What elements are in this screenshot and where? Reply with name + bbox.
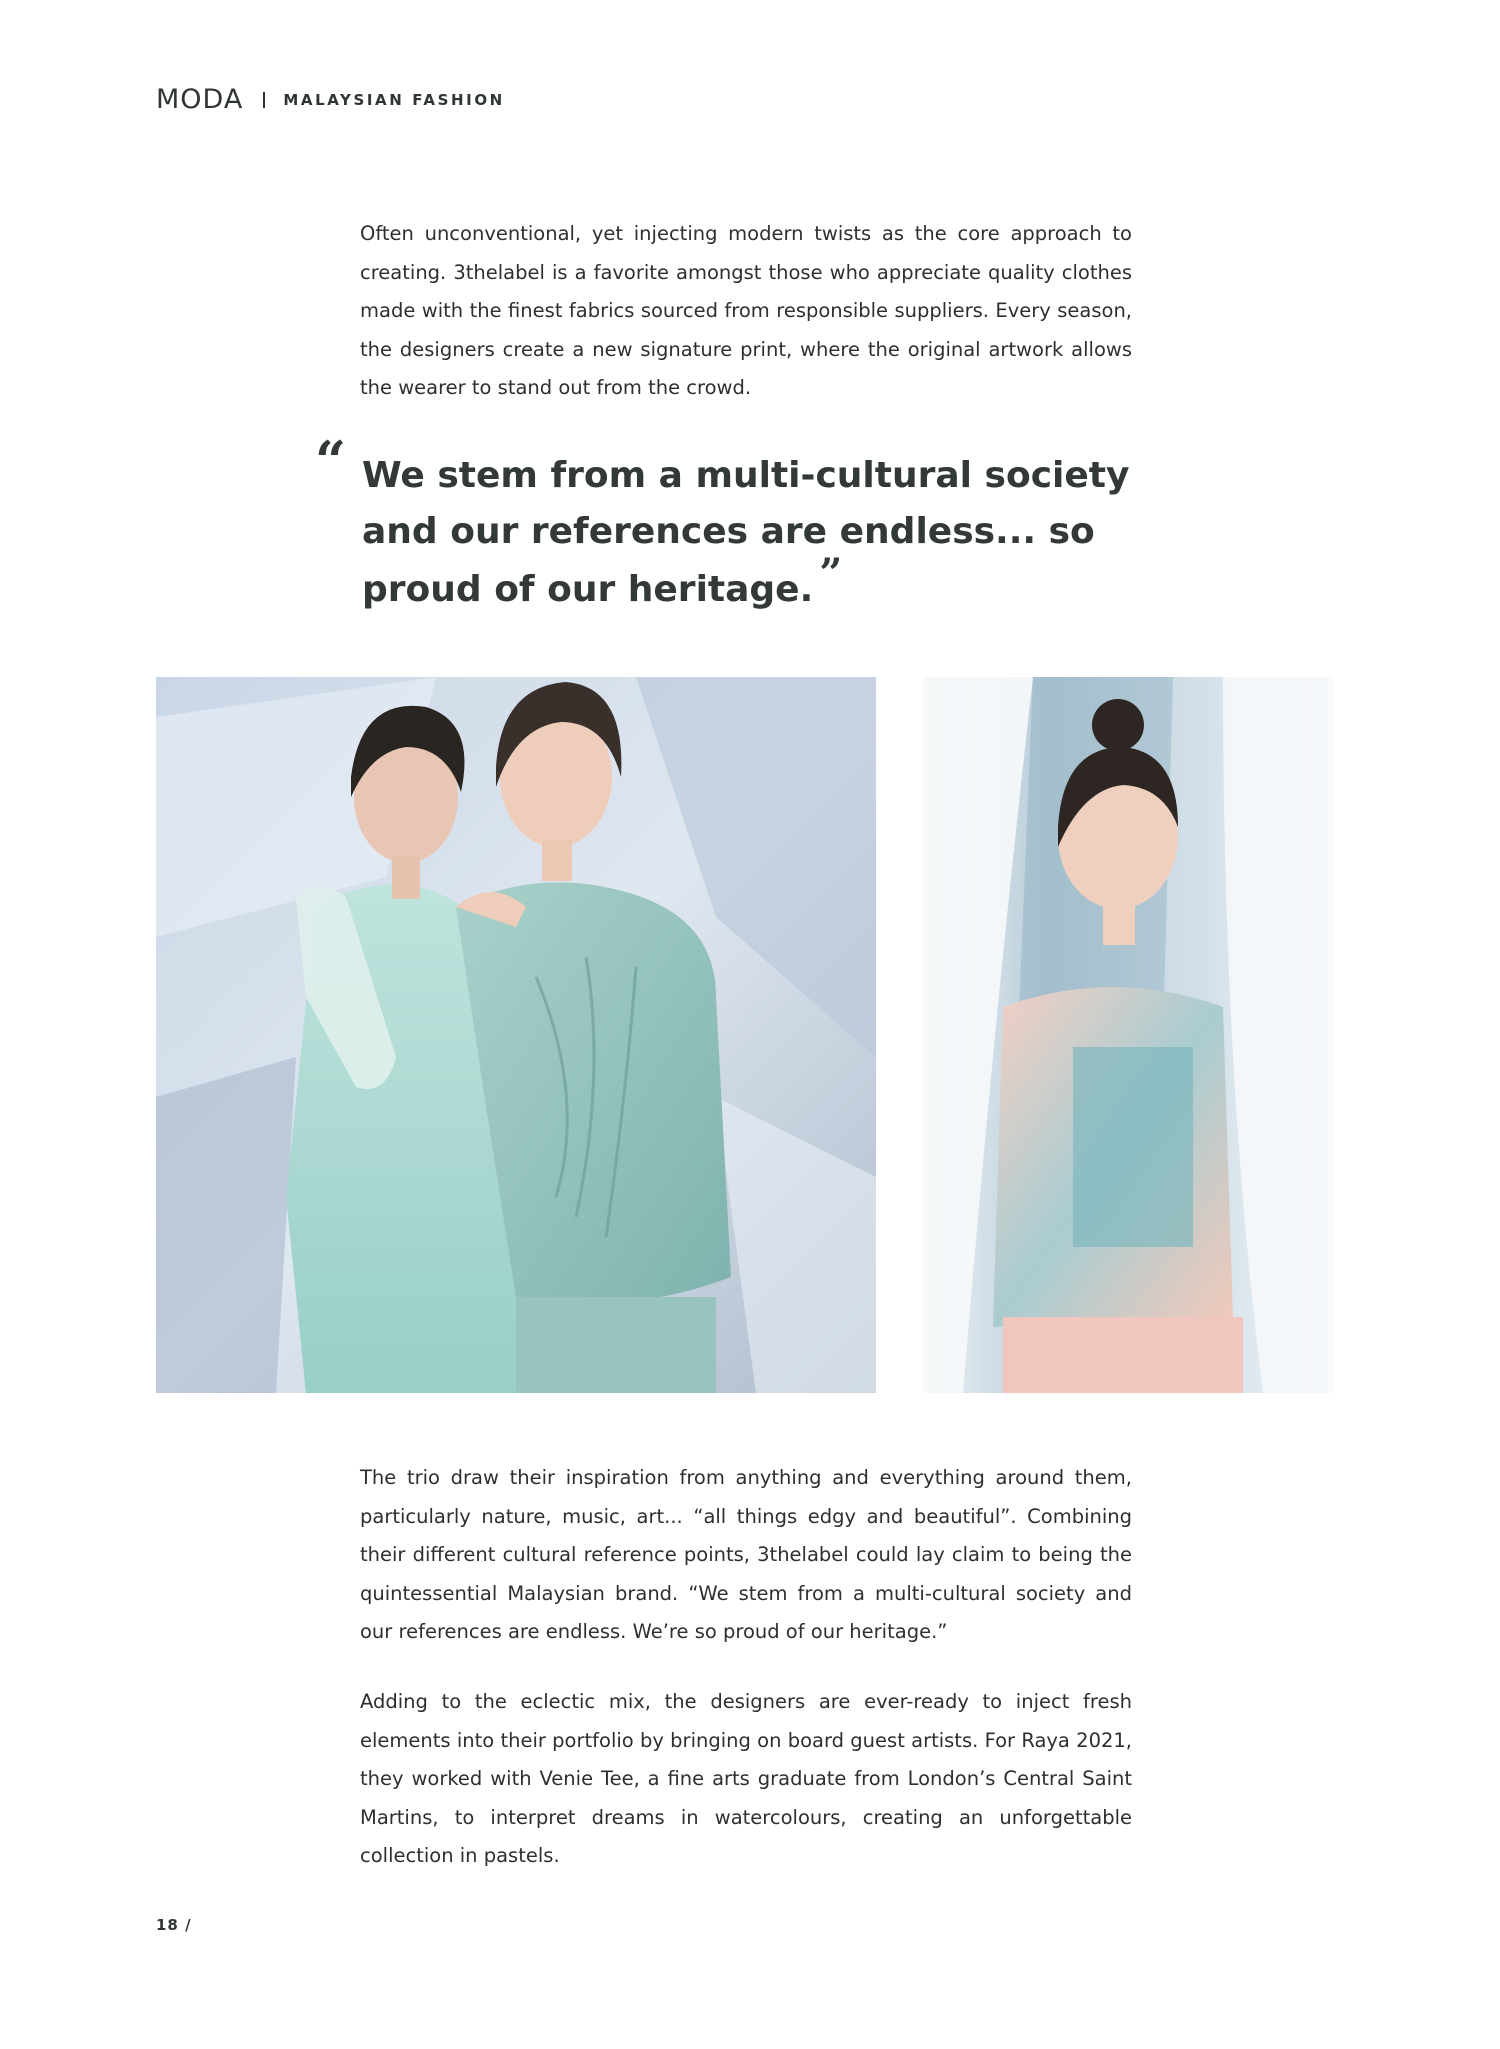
- section-title: MALAYSIAN FASHION: [283, 90, 505, 109]
- moda-logo: MODA: [156, 84, 244, 115]
- pull-quote-text: We stem from a multi-cultural society and our references are endless... so proud of our heritage.: [362, 455, 1130, 610]
- photo-single-model: [923, 677, 1334, 1393]
- photo-two-models: [156, 677, 876, 1393]
- article-paragraph-1: Often unconventional, yet injecting modern twists as the core approach to creating. 3thelabel is a favorite amongst those who appreciate quality clothes made with the finest fabrics sourced from responsible suppliers. Every season, the designers create a new signature print, where the original artwork allows the wearer to stand out from the crowd.: [360, 222, 1132, 399]
- pull-quote: [362, 448, 1152, 618]
- open-quote-mark: “: [315, 429, 347, 493]
- page-header: [156, 84, 505, 115]
- article-paragraph-2: The trio draw their inspiration from anything and everything around them, particularly nature, music, art... “all things edgy and beautiful”. Combining their different cultural reference points, 3thelabel could lay claim to being the quintessential Malaysian brand. “We stem from a multi-cultural society and our references are endless. We’re so proud of our heritage.”: [360, 1466, 1132, 1643]
- header-divider: [263, 92, 265, 108]
- close-quote-mark: ”: [819, 550, 843, 597]
- article-paragraph-3: Adding to the eclectic mix, the designers are ever-ready to inject fresh elements into their portfolio by bringing on board guest artists. For Raya 2021, they worked with Venie Tee, a fine arts graduate from London’s Central Saint Martins, to interpret dreams in watercolours, creating an unforgettable collection in pastels.: [360, 1690, 1132, 1867]
- page-number: 18 /: [156, 1916, 192, 1934]
